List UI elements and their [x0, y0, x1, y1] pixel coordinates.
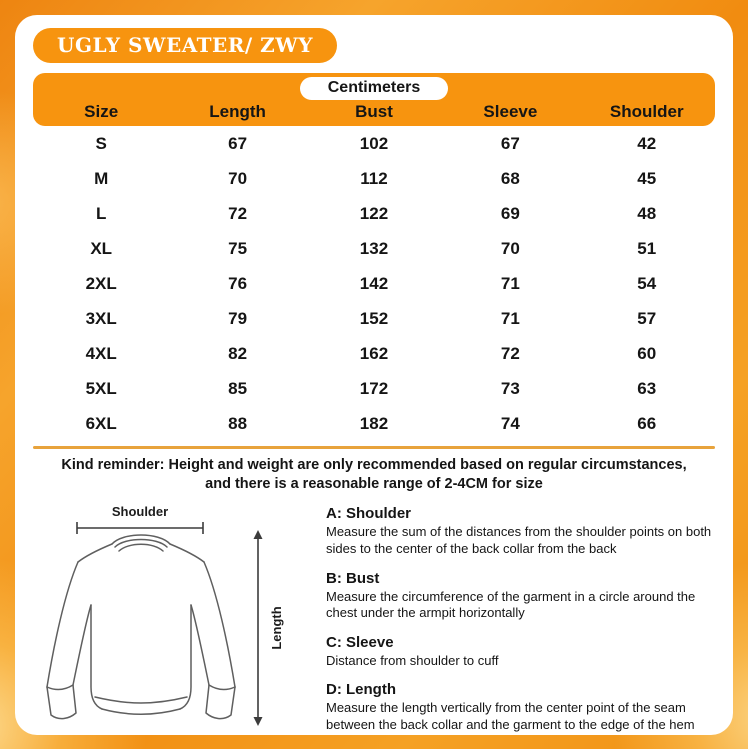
definition-desc: Distance from shoulder to cuff — [326, 652, 499, 668]
cell-sleeve: 67 — [500, 133, 520, 153]
cell-size: 5XL — [85, 378, 117, 398]
cell-size: M — [94, 168, 109, 188]
size-chart-card — [15, 15, 733, 735]
divider-line — [33, 446, 715, 449]
cell-length: 75 — [228, 238, 248, 258]
size-table-body — [33, 126, 715, 441]
cell-length: 70 — [228, 168, 248, 188]
column-header-shoulder: Shoulder — [609, 102, 684, 121]
cell-shoulder: 66 — [637, 413, 657, 433]
product-title-badge: UGLY SWEATER/ ZWY — [33, 28, 337, 63]
definition-bust — [326, 570, 715, 622]
kind-reminder-line2: and there is a reasonable range of 2-4CM for size — [205, 476, 543, 493]
cell-bust: 112 — [360, 168, 388, 188]
cell-bust: 142 — [359, 273, 389, 293]
definition-shoulder — [326, 505, 715, 557]
kind-reminder-line1: Kind reminder: Height and weight are only recommended based on regular circumstances, — [61, 457, 687, 473]
cell-length: 67 — [228, 133, 248, 153]
cell-bust: 122 — [359, 203, 389, 223]
cell-shoulder: 48 — [637, 203, 657, 223]
table-row — [33, 161, 715, 196]
column-header-sleeve: Sleeve — [483, 102, 538, 121]
cell-bust: 172 — [359, 378, 389, 398]
kind-reminder-text — [49, 456, 699, 494]
cell-sleeve: 71 — [500, 308, 520, 328]
how-to-measure-section — [33, 503, 715, 745]
cell-sleeve: 71 — [500, 273, 520, 293]
cell-shoulder: 45 — [637, 168, 657, 188]
definition-desc: Measure the circumference of the garment in a circle around the chest under the armpit horizontally — [326, 588, 696, 621]
cell-bust: 182 — [359, 413, 389, 433]
definition-desc: Measure the sum of the distances from the shoulder points on both sides to the center of the back collar from the back — [326, 524, 712, 556]
cell-shoulder: 60 — [637, 343, 657, 363]
cell-bust: 102 — [359, 133, 389, 153]
shoulder-label: Shoulder — [111, 504, 169, 520]
sweater-measurement-diagram — [33, 503, 318, 733]
cell-shoulder: 54 — [637, 273, 657, 293]
cell-sleeve: 73 — [500, 378, 520, 398]
cell-sleeve: 72 — [500, 343, 520, 363]
table-row — [33, 406, 715, 441]
cell-shoulder: 57 — [637, 308, 657, 328]
table-row — [33, 371, 715, 406]
cell-size: 2XL — [85, 273, 117, 293]
cell-size: 6XL — [85, 413, 117, 433]
unit-pill: Centimeters — [300, 77, 448, 100]
cell-shoulder: 63 — [637, 378, 657, 398]
cell-size: 3XL — [85, 308, 117, 328]
cell-length: 79 — [228, 308, 248, 328]
measurement-definitions — [318, 503, 715, 745]
size-table-header — [33, 73, 715, 126]
table-row — [33, 231, 715, 266]
cell-bust: 152 — [359, 308, 389, 328]
cell-sleeve: 74 — [500, 413, 520, 433]
table-row — [33, 126, 715, 161]
definition-title: D: Length — [326, 681, 396, 699]
column-header-length: Length — [209, 102, 266, 121]
table-row — [33, 196, 715, 231]
definition-length — [326, 681, 715, 733]
cell-length: 85 — [228, 378, 248, 398]
length-label: Length — [269, 606, 284, 650]
cell-length: 82 — [228, 343, 248, 363]
cell-size: L — [96, 203, 107, 223]
column-header-bust: Bust — [355, 102, 393, 121]
cell-shoulder: 42 — [637, 133, 657, 153]
cell-size: S — [95, 133, 107, 153]
cell-size: XL — [90, 238, 113, 258]
cell-length: 88 — [228, 413, 248, 433]
table-row — [33, 336, 715, 371]
definition-sleeve — [326, 634, 715, 670]
cell-length: 76 — [228, 273, 248, 293]
cell-sleeve: 70 — [500, 238, 520, 258]
cell-shoulder: 51 — [637, 238, 657, 258]
column-header-size: Size — [84, 102, 119, 121]
cell-size: 4XL — [85, 343, 117, 363]
definition-title: C: Sleeve — [326, 633, 394, 651]
definition-desc: Measure the length vertically from the center point of the seam between the back collar and the garment to the edge of the hem — [326, 700, 695, 732]
cell-length: 72 — [228, 203, 248, 223]
definition-title: A: Shoulder — [326, 505, 411, 523]
cell-bust: 162 — [359, 343, 389, 363]
definition-title: B: Bust — [326, 569, 380, 587]
table-row — [33, 301, 715, 336]
cell-sleeve: 68 — [500, 168, 520, 188]
cell-bust: 132 — [359, 238, 389, 258]
table-row — [33, 266, 715, 301]
cell-sleeve: 69 — [500, 203, 520, 223]
column-header-row — [33, 101, 715, 123]
